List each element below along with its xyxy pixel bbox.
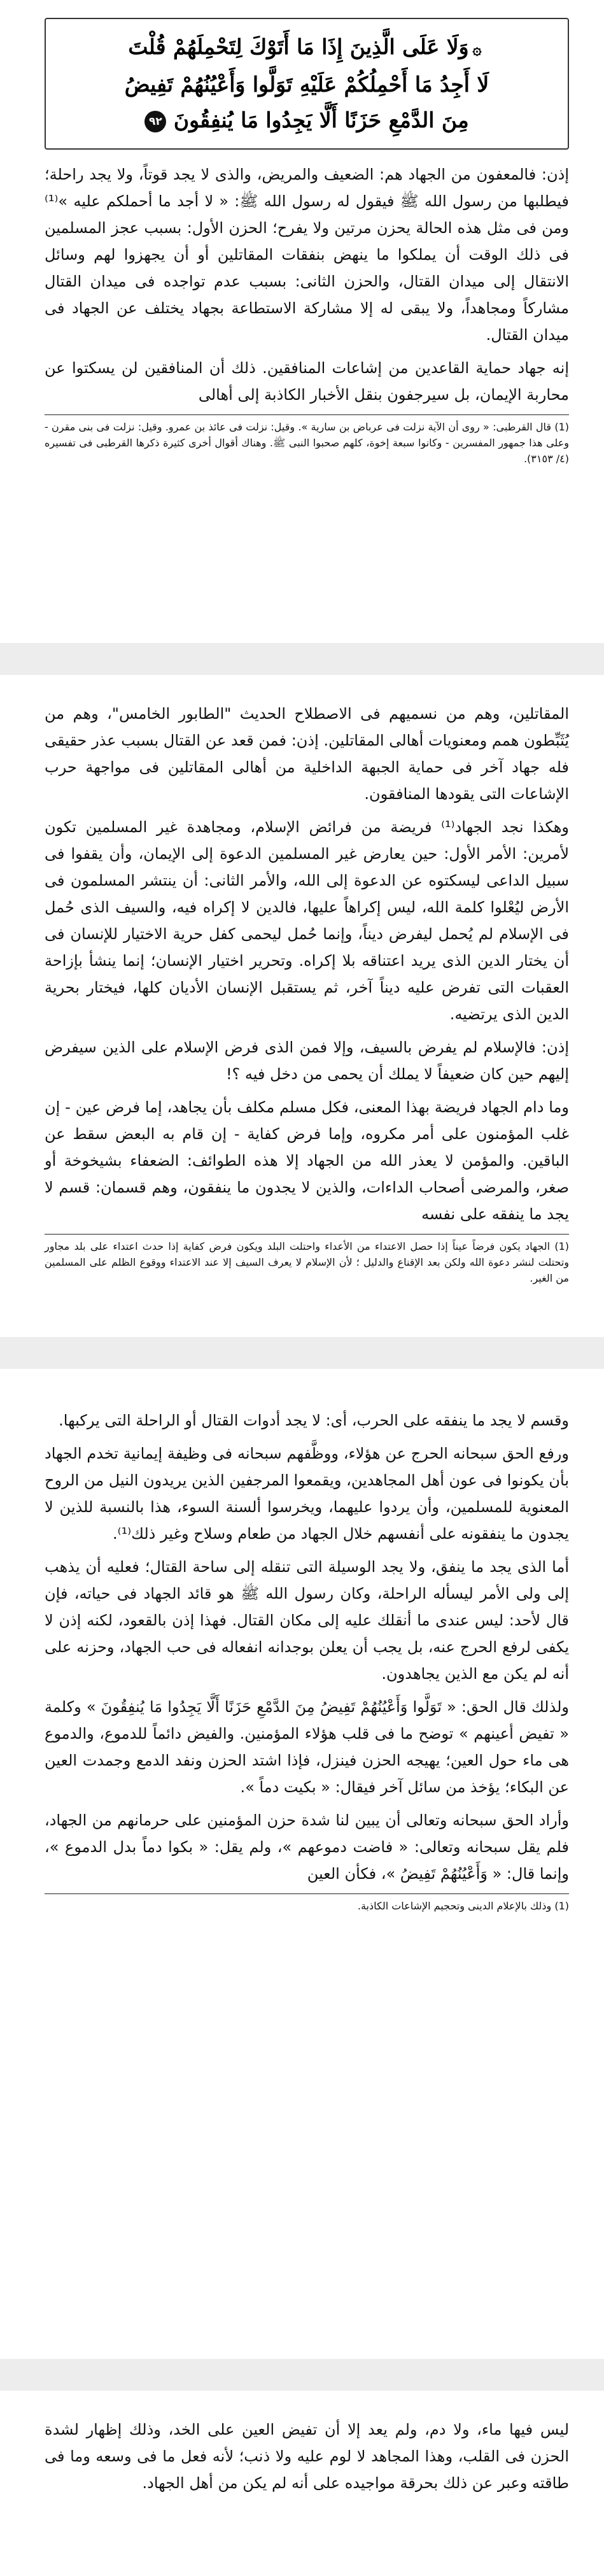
ornament-icon: ۞ xyxy=(472,39,482,58)
verse-text: وَلَا عَلَى الَّذِينَ إِذَا مَا أَتَوْكَ لِتَحْمِلَهُمْ قُلْتَ xyxy=(128,34,469,59)
verse-number-badge: ٩٢ xyxy=(144,111,166,132)
page-4 xyxy=(0,2391,604,2576)
footnote-divider xyxy=(45,414,569,415)
verse-line xyxy=(61,67,552,103)
footnote: (1) وذلك بالإعلام الدينى وتحجيم الإشاعات الكاذبة. xyxy=(357,1900,569,1912)
verse-text: لَا أَجِدُ مَا أَحْمِلُكُمْ عَلَيْهِ تَوَلَّوا وَأَعْيُنُهُمْ تَفِيضُ xyxy=(124,72,489,97)
footnote: (1) قال القرطبى: « روى أن الآية نزلت فى عرباض بن سارية ». وقيل: نزلت فى عائذ بن عمرو. وقيل: نزلت فى بنى مقرن - وعلى هذا جمهور المفسرين - وكانوا سبعة إخوة، كلهم صحبوا النبى ﷺ. وهناك أقوال أخرى كثيرة ذكرها القرطبى فى تفسيره (٤/ ٣١٥٣). xyxy=(45,421,569,465)
paragraph: وقسم لا يجد ما ينفقه على الحرب، أى: لا يجد أدوات القتال أو الراحلة التى يركبها. xyxy=(59,1412,569,1429)
page-gap xyxy=(0,1337,604,1369)
verse-line xyxy=(61,29,552,67)
verse-text: مِنَ الدَّمْعِ حَزَنًا أَلَّا يَجِدُوا مَا يُنفِقُونَ xyxy=(173,108,469,132)
page-gap xyxy=(0,643,604,675)
paragraph: إذن: فالمعفون من الجهاد هم: الضعيف والمريض، والذى لا يجد قوتاً، ولا يجد راحلة؛ فيطلبها من رسول الله ﷺ فيقول له رسول الله ﷺ: « لا أجد ما أحملكم عليه »⁽¹⁾ ومن فى مثل هذه الحالة يحزن مرتين ولا يفرح؛ الحزن الأول: بسبب عجز المسلمين فى ذلك الوقت أن يملكوا ما ينهض بنفقات المقاتلين أو أن يجهزوا لهم وسائل الانتقال إلى ميدان القتال، والحزن الثانى: بسبب عدم تواجده فى ميدان القتال مشاركاً ومجاهداً، ولا يبقى له إلا مشاركة الاستطاعة بجهاد يختلف عن الجهاد فى ميدان القتال. xyxy=(45,166,569,344)
page-1 xyxy=(0,0,604,643)
paragraph: وأراد الحق سبحانه وتعالى أن يبين لنا شدة حزن المؤمنين على حرمانهم من الجهاد، فلم يقل سبحانه وتعالى: « فاضت دموعهم »، ولم يقل: « بكوا دماً بدل الدموع »، وإنما قال: « وَأَعْيُنُهُمْ تَفِيضُ »، فكأن العين xyxy=(45,1811,569,1883)
footnote-divider xyxy=(45,1234,569,1235)
paragraph: وما دام الجهاد فريضة بهذا المعنى، فكل مسلم مكلف بأن يجاهد، إما فرض عين - إن غلب المؤمنون على أمر مكروه، وإما فرض كفاية - إن قام به البعض سقط عن الباقين. والمؤمن لا يعذر الله من الجهاد إلا هذه الطوائف: الضعفاء بشيخوخة أو صغر، والمرضى أصحاب الداءات، والذين لا يجدون ما ينفقون، وهم قسمان: قسم لا يجد ما ينفقه على نفسه xyxy=(45,1098,569,1223)
page-gap xyxy=(0,2359,604,2391)
paragraph: المقاتلين، وهم من نسميهم فى الاصطلاح الحديث "الطابور الخامس"، وهم من يُثَبِّطون همم ومعنويات أهالى المقاتلين. إذن: فمن قعد عن القتال بسبب عذر حقيقى فله جهاد آخر فى حماية الجبهة الداخلية من أهالى المقاتلين فى مواجهة حرب الإشاعات التى يقودها المنافقون. xyxy=(45,705,569,803)
paragraph: وهكذا نجد الجهاد⁽¹⁾ فريضة من فرائض الإسلام، ومجاهدة غير المسلمين تكون لأمرين: الأمر الأول: حين يعارض غير المسلمين الدعوة إلى الإيمان، وأن يقفوا فى سبيل الداعى ليسكتوه عن الدعوة إلى الله، والأمر الثانى: أن ينتشر المسلمون فى الأرض ليُعْلوا كلمة الله، ليس إكراهاً عليها، فالدين لا إكراه فيه، والسيف الذى حُمل فى الإسلام لم يُحمل ليفرض ديناً، وإنما حُمل ليحمى كفل حرية الاختيار للإنسان فى أن يختار الدين الذى يريد اعتناقه بلا إكراه. وتحرير اختيار الإنسان؛ إنما ينشأ بإزاحة العقبات التى تفرض عليه ديناً آخر، ثم يستقبل الإنسان الأديان كلها، فيختار بحرية الدين الذى يرتضيه. xyxy=(45,818,569,1023)
paragraph: أما الذى يجد ما ينفق، ولا يجد الوسيلة التى تنقله إلى ساحة القتال؛ فعليه أن يذهب إلى ولى الأمر ليسأله الراحلة، وكان رسول الله ﷺ هو قائد الجهاد فى حياته، فإن قال لأحد: ليس عندى ما أنقلك عليه إلى مكان القتال. فهذا إذن بالقعود، لكنه إذن لا يكفى لرفع الحرج عنه، بل يجب أن يعلن بوجدانه انفعاله فى حب الجهاد، وحزنه على أنه لم يكن مع الذين يجاهدون. xyxy=(45,1558,569,1683)
page-2 xyxy=(0,675,604,1337)
quran-verse-box xyxy=(45,18,569,150)
paragraph: ورفع الحق سبحانه الحرج عن هؤلاء، ووظَّفهم سبحانه فى وظيفة إيمانية تخدم الجهاد بأن يكونوا فى عون أهل المجاهدين، ويقمعوا المرجفين الذين يريدون النيل من الروح المعنوية للمسلمين، وأن يردوا عليهما، ويخرسوا ألسنة السوء، هذا بالنسبة للذين لا يجدون ما ينفقونه على أنفسهم خلال الجهاد من طعام وسلاح وغير ذلك⁽¹⁾. xyxy=(45,1445,569,1543)
verse-line xyxy=(61,103,552,138)
page-3 xyxy=(0,1369,604,2359)
paragraph: إنه جهاد حماية القاعدين من إشاعات المنافقين. ذلك أن المنافقين لن يسكتوا عن محاربة الإيمان، بل سيرجفون بنقل الأخبار الكاذبة إلى أهالى xyxy=(45,359,569,404)
paragraph: ليس فيها ماء، ولا دم، ولم يعد إلا أن تفيض العين على الخد، وذلك إظهار لشدة الحزن فى القلب، وهذا المجاهد لا لوم عليه ولا ذنب؛ لأنه فعل ما فى وسعه وما فى طاقته وعبر عن ذلك بحرقة مواجيده على أنه لم يكن من أهل الجهاد. xyxy=(45,2421,569,2492)
footnote: (1) الجهاد يكون فرضاً عيناً إذا حصل الاعتداء من الأعداء واحتلت البلد ويكون فرض كفاية إذا حدث اعتداء على بلد مجاور وتحتلت لنشر دعوة الله ولكن بعد الإقناع والدليل ؛ لأن الإسلام لا يعرف السيف إلا عند الاعتداء ووقوع الظلم على المسلمين من الغير. xyxy=(45,1240,569,1284)
paragraph: إذن: فالإسلام لم يفرض بالسيف، وإلا فمن الذى فرض الإسلام على الذين سيفرض إليهم حين كان ضعيفاً لا يملك أن يحمى من دخل فيه ؟! xyxy=(45,1038,569,1083)
footnote-divider xyxy=(45,1893,569,1894)
paragraph: ولذلك قال الحق: « تَوَلَّوا وَأَعْيُنُهُمْ تَفِيضُ مِنَ الدَّمْعِ حَزَنًا أَلَّا يَجِدُوا مَا يُنفِقُونَ » وكلمة « تفيض أعينهم » توضح ما فى قلب هؤلاء المؤمنين. والفيض دائماً للدموع، والدموع هى ماء حول العين؛ يهيجه الحزن فينزل، فإذا اشتد الحزن ونفد الدمع وجمدت العين عن البكاء؛ يؤخذ من سائل آخر فيقال: « بكيت دماً ». xyxy=(45,1698,569,1796)
